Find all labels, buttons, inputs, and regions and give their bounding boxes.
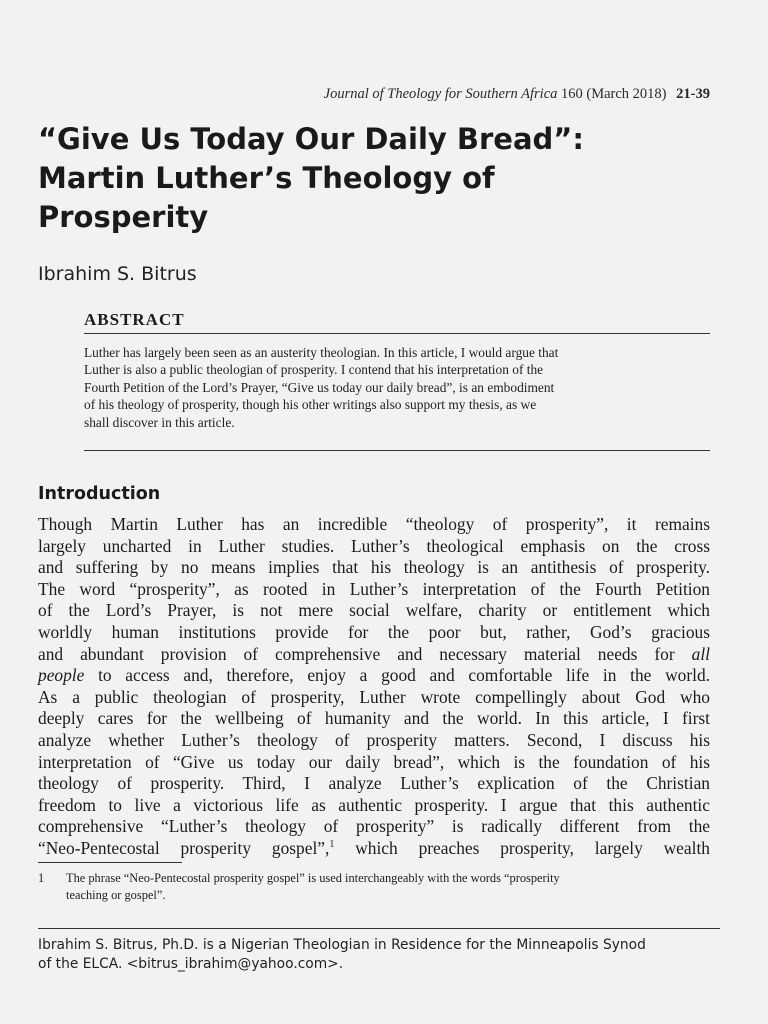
footnote-line: teaching or gospel”. <box>66 888 166 902</box>
abstract-line: shall discover in this article. <box>84 414 235 430</box>
abstract-line: Luther is also a public theologian of prosperity. I contend that his interpretation of the <box>84 362 544 378</box>
title-line: Prosperity <box>38 200 209 234</box>
body-line: comprehensive “Luther’s theology of prosperity” is radically different from the <box>38 816 710 837</box>
affiliation-line: Ibrahim S. Bitrus, Ph.D. is a Nigerian Theologian in Residence for the Minneapolis Synod <box>38 937 646 953</box>
body-line: analyze whether Luther’s theology of prosperity matters. Second, I discuss his <box>38 729 710 750</box>
running-head <box>324 86 710 103</box>
body-line: As a public theologian of prosperity, Luther wrote compellingly about God who <box>38 686 710 707</box>
abstract-bottom-rule <box>84 450 710 451</box>
body-fragment: to access and, therefore, enjoy a good and comfortable life in the world. <box>98 665 710 686</box>
author-name: Ibrahim S. Bitrus <box>38 263 197 285</box>
body-line: and suffering by no means implies that his theology is an antithesis of prosperity. <box>38 557 710 578</box>
journal-name: Journal of Theology for Southern Africa <box>323 86 558 102</box>
footnote-number: 1 <box>38 871 45 885</box>
body-line: interpretation of “Give us today our daily bread”, which is the foundation of his <box>38 751 710 772</box>
body-line <box>38 644 710 666</box>
abstract-heading: ABSTRACT <box>84 310 185 329</box>
abstract-top-rule <box>84 333 710 334</box>
body-line: freedom to live a victorious life as authentic prosperity. I argue that this authentic <box>38 794 710 815</box>
body-fragment: which preaches prosperity, largely wealth <box>355 837 710 858</box>
title-line: “Give Us Today Our Daily Bread”: <box>38 122 584 156</box>
body-fragment: and abundant provision of comprehensive and necessary material needs for <box>38 643 675 664</box>
body-line: of the Lord’s Prayer, is not mere social welfare, charity or entitlement which <box>38 600 710 621</box>
body-line <box>38 665 710 687</box>
emphasis-all: all <box>691 643 710 664</box>
body-fragment: “Neo-Pentecostal prosperity gospel”, <box>38 837 330 858</box>
title-line: Martin Luther’s Theology of <box>38 161 495 195</box>
article-title <box>38 120 728 237</box>
body-line: largely uncharted in Luther studies. Luther’s theological emphasis on the cross <box>38 535 710 556</box>
body-line <box>38 838 710 860</box>
body-line: deeply cares for the wellbeing of humanity and the world. In this article, I first <box>38 708 710 729</box>
abstract-line: of his theology of prosperity, though his other writings also support my thesis, as we <box>84 397 537 413</box>
body-line: Though Martin Luther has an incredible “theology of prosperity”, it remains <box>38 514 710 534</box>
body-line: The word “prosperity”, as rooted in Luther’s interpretation of the Fourth Petition <box>38 578 710 599</box>
introduction-text <box>38 514 710 860</box>
abstract-text <box>84 344 710 431</box>
author-affiliation <box>38 936 728 974</box>
footnote-line: The phrase “Neo-Pentecostal prosperity gospel” is used interchangeably with the words “prosperity <box>66 871 560 885</box>
journal-issue: 160 (March 2018) <box>561 86 667 102</box>
emphasis-people: people <box>38 665 85 686</box>
affiliation-line: of the ELCA. <bitrus_ibrahim@yahoo.com>. <box>38 956 344 972</box>
abstract-line: Fourth Petition of the Lord’s Prayer, “Give us today our daily bread”, is an embodiment <box>84 379 555 395</box>
footnote-rule <box>38 862 182 863</box>
section-heading-introduction: Introduction <box>38 484 161 504</box>
footnote-text <box>66 870 710 904</box>
body-line: theology of prosperity. Third, I analyze Luther’s explication of the Christian <box>38 773 710 794</box>
affiliation-rule <box>38 928 720 929</box>
page-range: 21-39 <box>676 86 710 102</box>
body-line: worldly human institutions provide for the poor but, rather, God’s gracious <box>38 621 710 642</box>
footnote-reference[interactable]: 1 <box>329 839 335 851</box>
abstract-line: Luther has largely been seen as an austerity theologian. In this article, I would argue that <box>84 345 559 360</box>
